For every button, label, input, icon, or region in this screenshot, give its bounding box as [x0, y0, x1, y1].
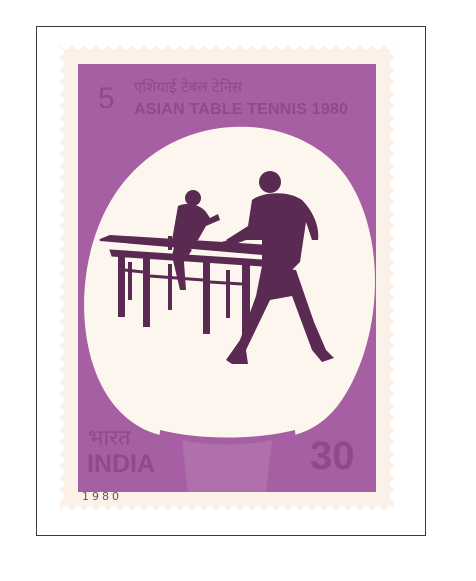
perforation-hole: [254, 42, 262, 50]
perforation-hole: [266, 42, 274, 50]
perforation-hole: [134, 506, 142, 514]
perforation-hole: [56, 72, 64, 80]
perforation-hole: [390, 312, 398, 320]
perforation-hole: [56, 120, 64, 128]
perforation-hole: [230, 42, 238, 50]
perforation-hole: [218, 506, 226, 514]
perforation-hole: [134, 42, 142, 50]
perforation-hole: [170, 506, 178, 514]
perforation-hole: [62, 42, 70, 50]
perforation-hole: [56, 420, 64, 428]
perforation-hole: [350, 506, 358, 514]
perforation-hole: [230, 506, 238, 514]
perforation-hole: [390, 192, 398, 200]
perforation-hole: [56, 156, 64, 164]
perforation-hole: [362, 42, 370, 50]
perforation-hole: [254, 506, 262, 514]
perforation-hole: [56, 264, 64, 272]
perforation-hole: [390, 72, 398, 80]
perforation-hole: [290, 506, 298, 514]
perforation-hole: [74, 506, 82, 514]
perforation-hole: [390, 468, 398, 476]
perforation-hole: [56, 408, 64, 416]
perforation-hole: [56, 336, 64, 344]
perforation-hole: [56, 456, 64, 464]
perforation-hole: [390, 348, 398, 356]
perforation-hole: [290, 42, 298, 50]
perforation-hole: [206, 506, 214, 514]
perforation-hole: [314, 506, 322, 514]
perforation-hole: [374, 506, 382, 514]
perforation-hole: [390, 228, 398, 236]
perforation-hole: [86, 506, 94, 514]
perforation-hole: [314, 42, 322, 50]
perforation-hole: [390, 300, 398, 308]
perforation-hole: [390, 480, 398, 488]
perforation-hole: [338, 506, 346, 514]
perforation-hole: [56, 480, 64, 488]
perforation-hole: [390, 120, 398, 128]
event-number: 5: [98, 82, 115, 115]
perforation-hole: [56, 240, 64, 248]
perforation-hole: [390, 240, 398, 248]
perforation-hole: [56, 396, 64, 404]
perforation-hole: [74, 42, 82, 50]
perforation-hole: [390, 372, 398, 380]
denomination-value: 30: [310, 434, 355, 478]
perforation-hole: [218, 42, 226, 50]
perforation-hole: [170, 42, 178, 50]
perforation-hole: [278, 506, 286, 514]
perforation-hole: [56, 372, 64, 380]
perforation-hole: [302, 42, 310, 50]
perforation-hole: [390, 384, 398, 392]
perforation-hole: [110, 506, 118, 514]
perforation-hole: [390, 156, 398, 164]
perforation-hole: [56, 276, 64, 284]
title-hindi: एशियाई टेबल टेनिस: [134, 78, 243, 96]
perforation-hole: [326, 42, 334, 50]
perforation-hole: [390, 432, 398, 440]
perforation-hole: [56, 96, 64, 104]
perforation-hole: [390, 252, 398, 260]
perforation-hole: [56, 204, 64, 212]
perforation-hole: [56, 216, 64, 224]
perforation-hole: [122, 42, 130, 50]
perforation-hole: [86, 42, 94, 50]
perforation-hole: [390, 144, 398, 152]
perforation-hole: [390, 108, 398, 116]
perforation-hole: [390, 48, 398, 56]
title-english: ASIAN TABLE TENNIS 1980: [134, 101, 349, 118]
perforation-hole: [390, 84, 398, 92]
perforation-hole: [56, 48, 64, 56]
perforation-hole: [56, 108, 64, 116]
perforation-hole: [350, 42, 358, 50]
perforation-hole: [56, 468, 64, 476]
perforation-hole: [56, 348, 64, 356]
perforation-hole: [56, 180, 64, 188]
perforation-hole: [56, 444, 64, 452]
perforation-hole: [56, 432, 64, 440]
country-name-hindi: भारत: [88, 426, 131, 451]
perforation-hole: [326, 506, 334, 514]
perforation-hole: [242, 42, 250, 50]
perforation-hole: [56, 132, 64, 140]
perforation-hole: [56, 168, 64, 176]
perforation-hole: [242, 506, 250, 514]
perforation-hole: [98, 506, 106, 514]
perforation-hole: [56, 84, 64, 92]
perforation-hole: [390, 204, 398, 212]
perforation-hole: [56, 300, 64, 308]
perforation-hole: [390, 288, 398, 296]
perforation-hole: [194, 42, 202, 50]
perforation-hole: [374, 42, 382, 50]
perforation-hole: [302, 506, 310, 514]
perforation-hole: [182, 506, 190, 514]
perforation-hole: [56, 492, 64, 500]
perforation-hole: [266, 506, 274, 514]
perforation-hole: [56, 192, 64, 200]
perforation-hole: [390, 336, 398, 344]
perforation-hole: [56, 144, 64, 152]
perforation-hole: [158, 506, 166, 514]
perforation-hole: [390, 180, 398, 188]
perforation-hole: [158, 42, 166, 50]
perforation-hole: [56, 360, 64, 368]
perforation-hole: [390, 396, 398, 404]
perforation-hole: [56, 288, 64, 296]
perforation-hole: [56, 228, 64, 236]
perforation-hole: [390, 264, 398, 272]
country-name-english: INDIA: [87, 450, 156, 478]
perforation-hole: [146, 506, 154, 514]
perforation-hole: [62, 506, 70, 514]
perforation-hole: [390, 96, 398, 104]
perforation-hole: [390, 420, 398, 428]
perforation-hole: [338, 42, 346, 50]
perforation-hole: [182, 42, 190, 50]
perforation-hole: [386, 506, 394, 514]
perforation-hole: [390, 168, 398, 176]
perforation-hole: [390, 408, 398, 416]
perforation-hole: [122, 506, 130, 514]
perforation-hole: [362, 506, 370, 514]
perforation-hole: [390, 444, 398, 452]
perforation-hole: [206, 42, 214, 50]
perforation-hole: [194, 506, 202, 514]
perforation-hole: [390, 60, 398, 68]
perforation-hole: [390, 456, 398, 464]
perforation-hole: [390, 492, 398, 500]
perforation-hole: [146, 42, 154, 50]
perforation-hole: [390, 324, 398, 332]
perforation-hole: [390, 216, 398, 224]
perforation-hole: [56, 60, 64, 68]
perforation-hole: [390, 276, 398, 284]
perforation-hole: [390, 360, 398, 368]
perforation-hole: [110, 42, 118, 50]
perforation-hole: [56, 324, 64, 332]
perforation-hole: [56, 312, 64, 320]
perforation-hole: [56, 252, 64, 260]
perforation-hole: [278, 42, 286, 50]
perforation-hole: [390, 132, 398, 140]
perforation-hole: [98, 42, 106, 50]
print-year: 1980: [82, 490, 122, 503]
perforation-hole: [56, 384, 64, 392]
